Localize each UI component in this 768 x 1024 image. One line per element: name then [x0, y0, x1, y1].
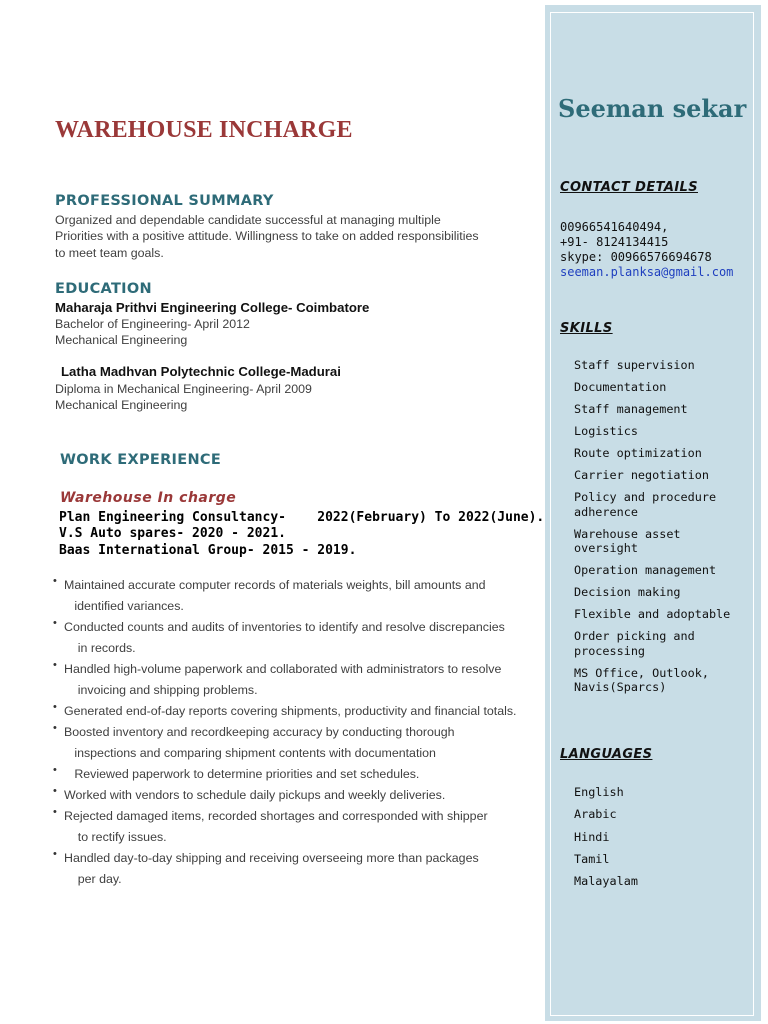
languages-list	[574, 785, 638, 896]
bullet-line: in records.	[64, 641, 136, 655]
bullet-line: • Generated end-of-day reports covering shipments, productivity and financial totals.	[64, 704, 517, 718]
skill-item: Staff management	[574, 402, 688, 416]
responsibility-list	[53, 575, 543, 890]
responsibility-item	[53, 659, 543, 701]
skill-item: MS Office, Outlook, Navis(Sparcs)	[574, 665, 709, 694]
language-item: Hindi	[574, 829, 610, 844]
education-school-1: Maharaja Prithvi Engineering College- Coimbatore	[55, 300, 370, 315]
skill-item: Route optimization	[574, 446, 702, 460]
responsibility-item	[53, 764, 543, 785]
bullet-line: • Boosted inventory and recordkeeping accuracy by conducting thorough	[64, 725, 455, 739]
languages-heading: LANGUAGES	[560, 747, 653, 762]
skype-id: skype: 00966576694678	[560, 250, 712, 264]
language-item: Tamil	[574, 851, 610, 866]
summary-text	[55, 212, 479, 261]
education-school-2: Latha Madhvan Polytechnic College-Madurai	[61, 364, 341, 379]
education-field: Mechanical Engineering	[55, 333, 188, 348]
skill-item: Documentation	[574, 380, 667, 394]
bullet-line: identified variances.	[64, 599, 184, 613]
summary-line: to meet team goals.	[55, 245, 164, 260]
bullet-line: • Maintained accurate computer records of materials weights, bill amounts and	[64, 578, 486, 592]
responsibility-item	[53, 575, 543, 617]
bullet-line: • Rejected damaged items, recorded shortages and corresponded with shipper	[64, 809, 488, 823]
education-field: Mechanical Engineering	[55, 398, 188, 413]
employer-entry: Baas International Group- 2015 - 2019.	[59, 542, 357, 558]
language-item: Arabic	[574, 807, 617, 822]
skill-item: Logistics	[574, 424, 638, 438]
candidate-name: Seeman sekar	[558, 94, 747, 123]
bullet-line: per day.	[64, 872, 122, 886]
bullet-line: invoicing and shipping problems.	[64, 683, 258, 697]
education-degree: Bachelor of Engineering- April 2012	[55, 317, 250, 331]
bullet-line: to rectify issues.	[64, 830, 167, 844]
summary-heading: PROFESSIONAL SUMMARY	[55, 193, 274, 209]
skill-item: Staff supervision	[574, 358, 695, 372]
responsibility-item	[53, 848, 543, 890]
skill-item: Order picking and processing	[574, 629, 695, 658]
phone-primary: 00966541640494,	[560, 220, 669, 234]
education-degree: Diploma in Mechanical Engineering- April 2009	[55, 382, 312, 396]
skill-item: Warehouse asset oversight	[574, 526, 681, 555]
skill-item: Operation management	[574, 563, 717, 577]
bullet-line: • Reviewed paperwork to determine priorities and set schedules.	[64, 767, 420, 781]
responsibility-item	[53, 785, 543, 806]
education-heading: EDUCATION	[55, 281, 152, 297]
skill-item: Flexible and adoptable	[574, 607, 731, 621]
skill-item: Carrier negotiation	[574, 468, 709, 482]
employer-entry: V.S Auto spares- 2020 - 2021.	[59, 526, 286, 542]
language-item: English	[574, 785, 624, 799]
bullet-line: • Conducted counts and audits of inventories to identify and resolve discrepancies	[64, 620, 505, 634]
education-details-2	[55, 381, 312, 414]
phone-secondary: +91- 8124134415	[560, 235, 669, 249]
job-title: Warehouse In charge	[60, 490, 237, 506]
bullet-line: • Worked with vendors to schedule daily pickups and weekly deliveries.	[64, 788, 446, 802]
bullet-line: • Handled high-volume paperwork and collaborated with administrators to resolve	[64, 662, 502, 676]
contact-heading: CONTACT DETAILS	[560, 180, 698, 195]
bullet-line: • Handled day-to-day shipping and receiving overseeing more than packages	[64, 851, 479, 865]
responsibility-item	[53, 617, 543, 659]
skill-item: Policy and procedure adherence	[574, 490, 717, 519]
employer-entry: Plan Engineering Consultancy- 2022(February) To 2022(June).	[59, 510, 545, 525]
education-details-1	[55, 316, 250, 349]
employer-list	[59, 510, 544, 559]
responsibility-item	[53, 701, 543, 722]
language-item: Malayalam	[574, 874, 638, 889]
skills-list	[574, 358, 752, 702]
bullet-line: inspections and comparing shipment contents with documentation	[64, 746, 436, 760]
contact-details	[560, 220, 733, 280]
responsibility-item	[53, 722, 543, 764]
skills-heading: SKILLS	[560, 321, 613, 336]
summary-line: Organized and dependable candidate successful at managing multiple	[55, 213, 441, 227]
summary-line: Priorities with a positive attitude. Willingness to take on added responsibilities	[55, 229, 479, 244]
role-title: WAREHOUSE INCHARGE	[55, 117, 353, 143]
skill-item: Decision making	[574, 585, 681, 599]
work-heading: WORK EXPERIENCE	[60, 452, 222, 468]
email-link[interactable]: seeman.planksa@gmail.com	[560, 265, 734, 279]
responsibility-item	[53, 806, 543, 848]
